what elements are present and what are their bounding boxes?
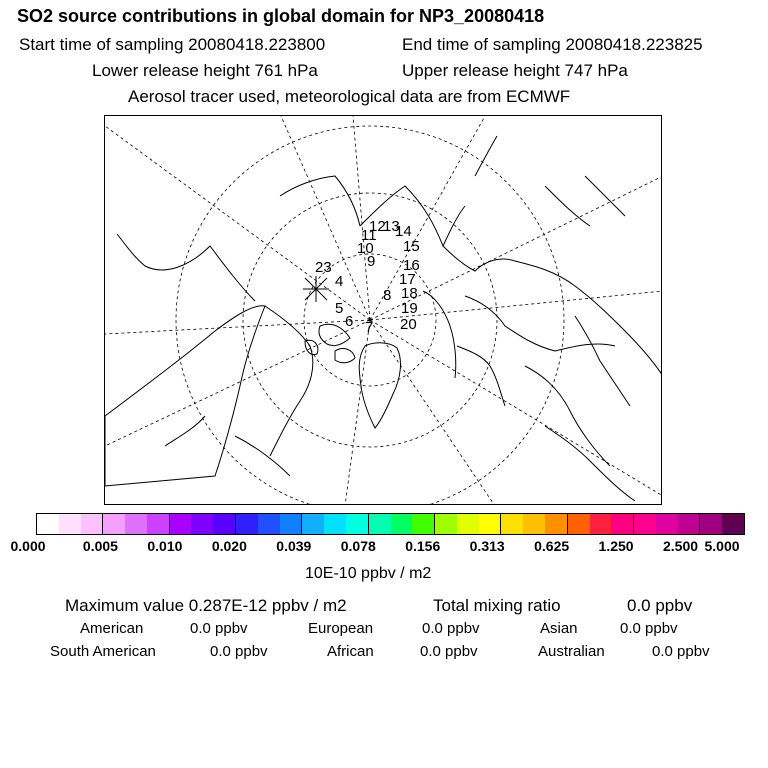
map-label: 4 bbox=[335, 273, 344, 290]
american-label: American bbox=[80, 620, 144, 637]
map-label: 6 bbox=[345, 313, 354, 330]
color-scale-bar bbox=[36, 513, 745, 535]
color-scale-tick-label: 2.500 bbox=[663, 538, 699, 554]
south-american-value: 0.0 ppbv bbox=[210, 643, 268, 660]
map-label: 17 bbox=[399, 271, 416, 288]
color-swatch bbox=[170, 514, 192, 534]
map-label: 16 bbox=[403, 257, 420, 274]
color-scale-tick-label: 0.010 bbox=[147, 538, 183, 554]
color-scale-tick-label: 0.005 bbox=[82, 538, 118, 554]
tracer-info: Aerosol tracer used, meteorological data are from ECMWF bbox=[128, 87, 571, 106]
color-scale-tick-label: 0.313 bbox=[469, 538, 505, 554]
european-label: European bbox=[308, 620, 374, 637]
color-swatch bbox=[545, 514, 568, 534]
graticule bbox=[105, 116, 662, 505]
map-label: 5 bbox=[335, 300, 344, 317]
map-label: 14 bbox=[395, 223, 412, 240]
color-swatch bbox=[280, 514, 303, 534]
unit-label: 10E-10 ppbv / m2 bbox=[305, 565, 432, 582]
color-swatch bbox=[568, 514, 590, 534]
color-swatch bbox=[391, 514, 413, 534]
color-swatch bbox=[236, 514, 258, 534]
color-swatch bbox=[501, 514, 523, 534]
color-swatch bbox=[656, 514, 678, 534]
color-swatch bbox=[611, 514, 634, 534]
color-swatch bbox=[258, 514, 280, 534]
map-label: 10 bbox=[357, 240, 374, 257]
color-scale-tick-label: 0.039 bbox=[276, 538, 312, 554]
map-label: 18 bbox=[401, 285, 418, 302]
map-label: 11 bbox=[361, 227, 377, 244]
map-title: SO2 source contributions in global domain for NP3_20080418 bbox=[17, 6, 545, 26]
total-mixing-value: 0.0 ppbv bbox=[627, 596, 693, 615]
polar-map bbox=[104, 115, 662, 505]
color-scale-tick-label: 0.156 bbox=[405, 538, 441, 554]
color-scale-tick-label: 0.625 bbox=[534, 538, 570, 554]
lower-release-height: Lower release height 761 hPa bbox=[92, 61, 318, 80]
map-canvas bbox=[105, 116, 662, 505]
color-swatch bbox=[103, 514, 125, 534]
map-label: 12 bbox=[369, 218, 386, 235]
map-label: 20 bbox=[400, 316, 417, 333]
color-swatch bbox=[191, 514, 213, 534]
color-swatch bbox=[678, 514, 701, 534]
map-label: 15 bbox=[403, 238, 420, 255]
trajectory-labels bbox=[315, 218, 420, 336]
european-value: 0.0 ppbv bbox=[422, 620, 480, 637]
color-swatch bbox=[634, 514, 656, 534]
map-label: 13 bbox=[383, 218, 400, 235]
color-scale-tick-label: 1.250 bbox=[598, 538, 634, 554]
color-swatch bbox=[147, 514, 170, 534]
map-label: 7 bbox=[365, 319, 374, 336]
color-swatch bbox=[435, 514, 457, 534]
color-swatch bbox=[457, 514, 479, 534]
color-swatch bbox=[369, 514, 391, 534]
color-scale-tick-label: 0.078 bbox=[340, 538, 376, 554]
color-swatch bbox=[37, 514, 59, 534]
color-swatch bbox=[700, 514, 722, 534]
release-site-marker bbox=[303, 276, 329, 302]
color-swatch bbox=[302, 514, 324, 534]
color-scale-tick-label: 5.000 bbox=[704, 538, 740, 554]
color-scale-tick-label: 0.020 bbox=[211, 538, 247, 554]
map-label: 23 bbox=[315, 259, 332, 276]
maximum-value: Maximum value 0.287E-12 ppbv / m2 bbox=[65, 596, 347, 615]
color-swatch bbox=[479, 514, 502, 534]
color-swatch bbox=[590, 514, 612, 534]
map-label: 19 bbox=[401, 300, 418, 317]
asian-value: 0.0 ppbv bbox=[620, 620, 678, 637]
color-swatch bbox=[722, 514, 744, 534]
map-label: 9 bbox=[367, 253, 376, 270]
color-swatch bbox=[81, 514, 104, 534]
color-swatch bbox=[523, 514, 545, 534]
total-mixing-label: Total mixing ratio bbox=[433, 596, 561, 615]
african-value: 0.0 ppbv bbox=[420, 643, 478, 660]
map-label: 8 bbox=[383, 287, 392, 304]
start-time: Start time of sampling 20080418.223800 bbox=[19, 35, 326, 54]
australian-value: 0.0 ppbv bbox=[652, 643, 710, 660]
color-swatch bbox=[324, 514, 346, 534]
african-label: African bbox=[327, 643, 374, 660]
upper-release-height: Upper release height 747 hPa bbox=[402, 61, 628, 80]
color-swatch bbox=[59, 514, 81, 534]
color-swatch bbox=[213, 514, 236, 534]
australian-label: Australian bbox=[538, 643, 605, 660]
american-value: 0.0 ppbv bbox=[190, 620, 248, 637]
south-american-label: South American bbox=[50, 643, 156, 660]
color-swatch bbox=[346, 514, 369, 534]
color-swatch bbox=[125, 514, 147, 534]
end-time: End time of sampling 20080418.223825 bbox=[402, 35, 703, 54]
color-scale-tick-label: 0.000 bbox=[10, 538, 46, 554]
color-swatch bbox=[412, 514, 435, 534]
asian-label: Asian bbox=[540, 620, 578, 637]
